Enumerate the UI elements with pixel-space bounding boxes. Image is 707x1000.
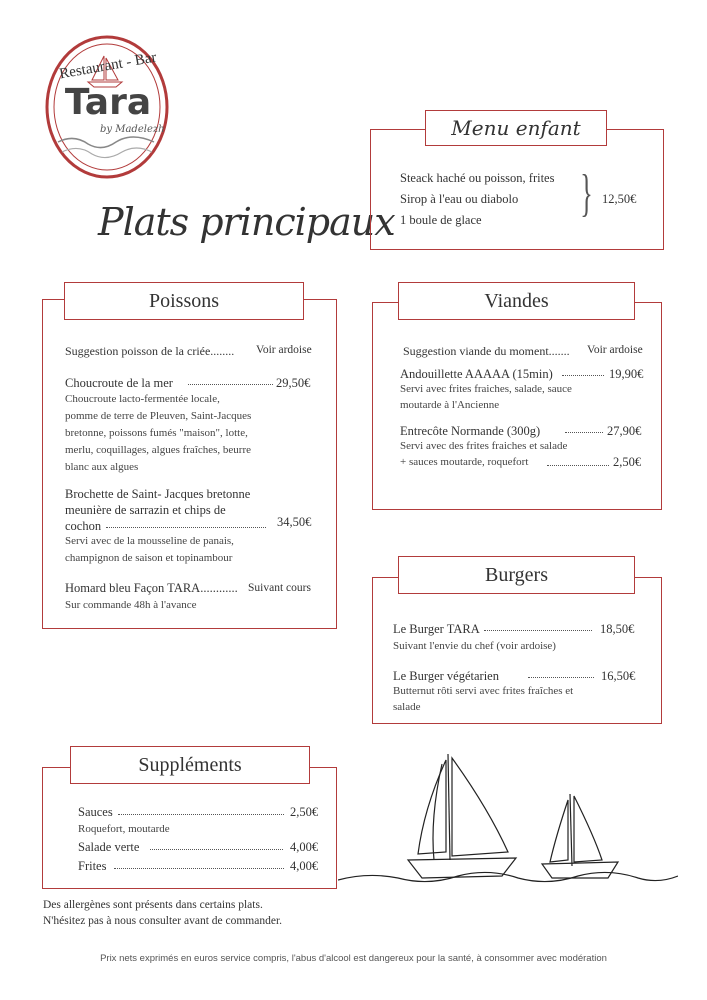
menu-item-name: meunière de sarrazin et chips de	[65, 503, 226, 517]
menu-item-desc: Sur commande 48h à l'avance	[65, 599, 197, 611]
menu-item-desc: moutarde à l'Ancienne	[400, 399, 500, 411]
menu-item-name: cochon	[65, 519, 102, 533]
poissons-title: Poissons	[64, 282, 304, 320]
menu-item-name: Suggestion viande du moment.......	[403, 344, 570, 358]
menu-item-price: 16,50€	[601, 669, 636, 683]
menu-item-desc: bretonne, poissons fumés "maison", lotte,	[65, 427, 248, 439]
menu-item-name: Suggestion poisson de la criée........	[65, 344, 235, 358]
supplements-title: Suppléments	[70, 746, 310, 784]
menu-item-desc: champignon de saison et topinambour	[65, 552, 233, 564]
dotted-leader	[484, 630, 592, 631]
menu-item-price: Suivant cours	[248, 582, 311, 594]
menu-item-name: Homard bleu Façon TARA............	[65, 581, 238, 595]
dotted-leader	[114, 868, 284, 869]
menu-item-name: + sauces moutarde, roquefort	[400, 456, 529, 468]
menu-enfant-item: Sirop à l'eau ou diabolo	[400, 192, 519, 206]
supplement-price: 4,00€	[290, 840, 319, 854]
menu-item-price: Voir ardoise	[587, 344, 643, 356]
logo-name: Tara	[64, 82, 152, 123]
sailboats-illustration	[338, 748, 678, 893]
menu-item-desc: salade	[393, 701, 421, 713]
menu-item-price: 27,90€	[607, 424, 642, 438]
menu-item-desc: merlu, coquillages, algues fraîches, beurre	[65, 444, 252, 456]
page-title: Plats principaux	[98, 200, 395, 244]
menu-enfant-section	[370, 129, 664, 250]
menu-item-desc: Butternut rôti servi avec frites fraîches et	[393, 685, 574, 697]
menu-item-price: 18,50€	[600, 622, 635, 636]
supplement-price: 2,50€	[290, 805, 319, 819]
logo	[44, 34, 170, 180]
menu-enfant-item: Steack haché ou poisson, frites	[400, 171, 555, 185]
dotted-leader	[562, 375, 604, 376]
menu-item-price: 2,50€	[613, 455, 642, 469]
menu-item-desc: blanc aux algues	[65, 461, 139, 473]
menu-item-name: Entrecôte Normande (300g)	[400, 424, 541, 438]
allergens-note: N'hésitez pas à nous consulter avant de commander.	[43, 915, 283, 927]
dotted-leader	[565, 432, 603, 433]
menu-item-name: Choucroute de la mer	[65, 376, 173, 390]
menu-item-price: 29,50€	[276, 376, 311, 390]
menu-item-price: Voir ardoise	[256, 344, 312, 356]
menu-item-desc: Servi avec de la mousseline de panais,	[65, 535, 234, 547]
dotted-leader	[547, 465, 609, 466]
menu-item-name: Le Burger TARA	[393, 622, 480, 636]
logo-top-text: Restaurant - Bar	[58, 49, 158, 83]
menu-enfant-title: Menu enfant	[425, 110, 607, 146]
dotted-leader	[188, 384, 273, 385]
logo-byline: by Madelezh	[100, 124, 165, 135]
menu-item-price: 34,50€	[277, 515, 312, 529]
menu-item-name: Le Burger végétarien	[393, 669, 499, 683]
footer-note: Prix nets exprimés en euros service compris, l'abus d'alcool est dangereux pour la santé, à consommer avec modération	[100, 953, 607, 964]
supplement-name: Frites	[78, 859, 107, 873]
menu-item-desc: pomme de terre de Pleuven, Saint-Jacques	[65, 410, 252, 422]
burgers-title: Burgers	[398, 556, 635, 594]
menu-item-desc: Servi avec des frites fraiches et salade	[400, 440, 568, 452]
menu-enfant-item: 1 boule de glace	[400, 213, 482, 227]
supplement-name: Sauces	[78, 805, 113, 819]
dotted-leader	[528, 677, 594, 678]
allergens-note: Des allergènes sont présents dans certains plats.	[43, 899, 263, 911]
menu-enfant-price: 12,50€	[602, 192, 637, 206]
viandes-title: Viandes	[398, 282, 635, 320]
supplement-desc: Roquefort, moutarde	[78, 823, 170, 835]
dotted-leader	[106, 527, 266, 528]
supplement-price: 4,00€	[290, 859, 319, 873]
menu-item-price: 19,90€	[609, 367, 644, 381]
menu-item-name: Andouillette AAAAA (15min)	[400, 367, 553, 381]
brace-icon: }	[580, 165, 593, 222]
menu-item-desc: Suivant l'envie du chef (voir ardoise)	[393, 640, 556, 652]
menu-item-desc: Choucroute lacto-fermentée locale,	[65, 393, 220, 405]
menu-item-name: Brochette de Saint- Jacques bretonne	[65, 487, 251, 501]
dotted-leader	[150, 849, 283, 850]
supplement-name: Salade verte	[78, 840, 140, 854]
dotted-leader	[118, 814, 284, 815]
menu-item-desc: Servi avec frites fraiches, salade, sauce	[400, 383, 572, 395]
